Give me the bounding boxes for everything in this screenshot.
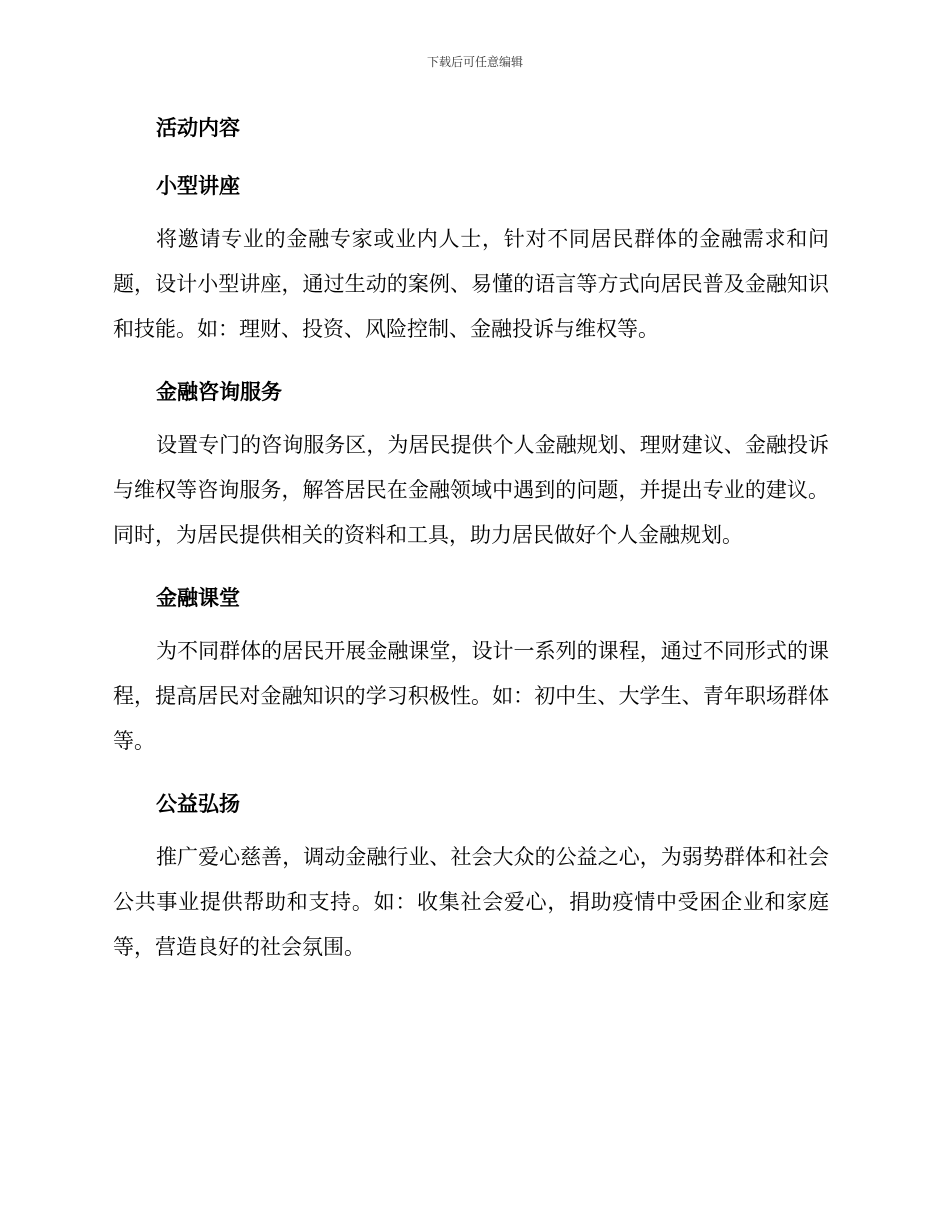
section-heading-financial-consulting: 金融咨询服务 <box>156 380 282 404</box>
section-body-financial-classroom: 为不同群体的居民开展金融课堂，设计一系列的课程，通过不同形式的课程，提高居民对金融知识的学习积极性。如：初中生、大学生、青年职场群体等。 <box>113 639 829 753</box>
header-note: 下载后可任意编辑 <box>426 55 523 69</box>
section-heading-activity-content: 活动内容 <box>156 116 240 140</box>
section-body-small-lecture: 将邀请专业的金融专家或业内人士，针对不同居民群体的金融需求和问题，设计小型讲座，通过生动的案例、易懂的语言等方式向居民普及金融知识和技能。如：理财、投资、风险控制、金融投诉与维权等。 <box>113 227 829 341</box>
section-body-public-welfare: 推广爱心慈善，调动金融行业、社会大众的公益之心，为弱势群体和社会公共事业提供帮助和支持。如：收集社会爱心，捐助疫情中受困企业和家庭等，营造良好的社会氛围。 <box>113 845 829 959</box>
section-heading-public-welfare: 公益弘扬 <box>156 792 240 816</box>
section-heading-small-lecture: 小型讲座 <box>156 174 240 198</box>
section-body-financial-consulting: 设置专门的咨询服务区，为居民提供个人金融规划、理财建议、金融投诉与维权等咨询服务，解答居民在金融领域中遇到的问题，并提出专业的建议。同时，为居民提供相关的资料和工具，助力居民做好个人金融规划。 <box>113 433 829 547</box>
section-heading-financial-classroom: 金融课堂 <box>156 586 240 610</box>
document-body <box>113 110 829 970</box>
